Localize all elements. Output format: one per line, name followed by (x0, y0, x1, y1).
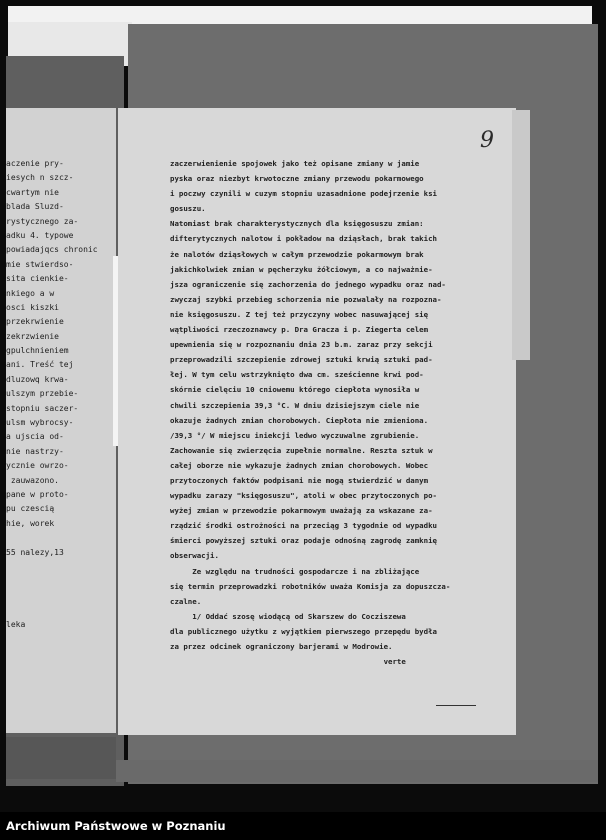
text-line: chwili szczepienia 39,3 °C. W dniu dzisiejszym ciele nie (170, 400, 420, 410)
text-line: czalne. (170, 596, 202, 606)
text-line: Ze względu na trudności gospodarcze i na zbliżające (170, 566, 420, 576)
left-page-line: ulszym przebie- (6, 389, 79, 399)
text-line: się termin przeprowadzki robotników uważa Komisja za dopuszcza- (170, 581, 451, 591)
left-page-text (6, 157, 120, 632)
left-page-line (6, 560, 120, 574)
text-line: upewnienia się w rozpoznaniu dnia 23 b.m. zaraz przy sekcji (170, 340, 433, 350)
left-page-line: cwartym nie (6, 187, 59, 197)
left-page-line: aczenie pry- (6, 159, 64, 168)
left-page-line (6, 603, 120, 617)
left-page-line: osci kiszki (6, 302, 59, 312)
text-line: skórnie cielęciu 10 cniowemu którego ciepłota wynosiła w (170, 385, 420, 395)
left-page-line: 55 nalezy,13 (6, 547, 64, 557)
left-page-line: nkiego a w (6, 288, 55, 298)
left-page-line: dluzowq krwa- (6, 374, 69, 384)
left-page-line: blada Sluzd- (6, 202, 64, 212)
text-line: przytoczonych faktów podpisani nie mogą stwierdzić w danym (170, 475, 429, 485)
text-line: okazuje żadnych zmian chorobowych. Ciepłota nie zmieniona. (170, 415, 429, 425)
text-line: wyżej zmian w przewodzie pokarmowym uważają za wskazane za- (170, 506, 433, 516)
text-line: obserwacji. (170, 551, 219, 561)
left-page-line: ani. Treść tej (6, 360, 74, 370)
text-line: wypadku zarazy "księgosuszu", atoli w obec przytoczonych po- (170, 491, 437, 501)
text-line: za przez odcinek ograniczony barjerami w Modrowie. (170, 642, 393, 651)
text-line: jakichkolwiek zmian w pęcherzyku żółciowym, a co najważnie- (170, 264, 433, 274)
text-line: pyska oraz niezbyt krwotoczne zmiany przewodu pokarmowego (170, 174, 424, 184)
text-line: rządzić środki ostrożności na przeciąg 3 tygodnie od wypadku (170, 521, 437, 531)
left-page-line: mie stwierdso- (6, 259, 74, 269)
footer-bar (0, 812, 606, 840)
text-line: wątpliwości rzeczoznawcy p. Dra Gracza i p. Ziegerta celem (170, 325, 429, 335)
left-page-line: zauwazono. (6, 475, 59, 485)
text-line: łej. W tym celu wstrzyknięto dwa cm. sześcienne krwi pod- (170, 370, 424, 380)
left-page-line: ulsm wybrocsy- (6, 418, 74, 428)
text-line: przeprowadzili szczepienie zdrowej sztuki krwią sztuki pad- (170, 355, 433, 365)
text-line: Natomiast brak charakterystycznych dla księgosuszu zmian: (170, 219, 424, 229)
left-page-line: przekrwienie (6, 317, 64, 327)
left-bottom-block (6, 737, 116, 779)
left-page-line: ycznie owrzo- (6, 461, 69, 471)
left-page-line: a ujscia od- (6, 432, 64, 442)
text-line: dla publicznego użytku z wyjątkiem pierwszego przepędu bydła (170, 626, 437, 636)
left-page-line: iesych n szcz- (6, 173, 74, 183)
text-line: śmierci powyższej sztuki oraz podaje odnośną zagrodę zamknię (170, 536, 437, 546)
text-line: gosuszu. (170, 204, 206, 214)
text-line: że nalotów dziąsłowych w całym przewodzie pokarmowym brak (170, 249, 424, 259)
left-page-line: pu czescią (6, 504, 55, 514)
archive-credit: Archiwum Państwowe w Poznaniu (6, 819, 226, 833)
left-page-line: pane w proto- (6, 489, 69, 499)
left-page-line: gpulchnieniem (6, 346, 69, 356)
handwritten-page-number: 9 (480, 128, 494, 153)
left-page-line: rystycznego za- (6, 216, 79, 226)
left-page-line (6, 531, 120, 545)
text-line: Zachowanie się zwierzęcia zupełnie normalne. Reszta sztuk w (170, 445, 433, 455)
bottom-board-edge (116, 760, 598, 782)
left-page-line: hie, worek (6, 518, 55, 528)
verte-underline (436, 705, 476, 706)
left-page-line (6, 574, 120, 588)
left-page-line: stopniu saczer- (6, 403, 79, 413)
text-line: 1/ Oddać szosę wiodącą od Skarszew do Cocziszewa (170, 611, 406, 621)
text-line: całej oborze nie wykazuje żadnych zmian chorobowych. Wobec (170, 460, 429, 470)
left-page-line: leka (6, 619, 26, 629)
text-line: zaczerwienienie spojowek jako też opisane zmiany w jamie (170, 159, 420, 168)
text-line: verte (170, 657, 406, 667)
text-line: nie księgosuszu. Z tej też przyczyny wobec nasuwającej się (170, 309, 429, 319)
text-line: difterytycznych nalotow i pokładow na dziąsłach, brak takich (170, 234, 437, 244)
left-page-line: sita cienkie- (6, 274, 69, 284)
main-page-text (170, 156, 512, 669)
left-page-line: adku 4. typowe (6, 230, 74, 240)
left-page-line: powiadajqcs chronic (6, 245, 98, 255)
left-page-line (6, 589, 120, 603)
text-line: /39,3 °/ W miejscu iniekcji ledwo wyczuwalne zgrubienie. (170, 430, 420, 440)
text-line: i poczwy czynili w cuzym stopniu uzasadnione podejrzenie ksi (170, 189, 437, 199)
left-page-line: nie nastrzy- (6, 446, 64, 456)
left-page-line: zekrzwienie (6, 331, 59, 341)
main-page-edge (512, 110, 530, 360)
text-line: jsza ograniczenie się zachorzenia do jednego wypadku oraz nad- (170, 279, 446, 289)
text-line: zwyczaj szybki przebieg schorzenia nie pozwalały na rozpozna- (170, 294, 442, 304)
